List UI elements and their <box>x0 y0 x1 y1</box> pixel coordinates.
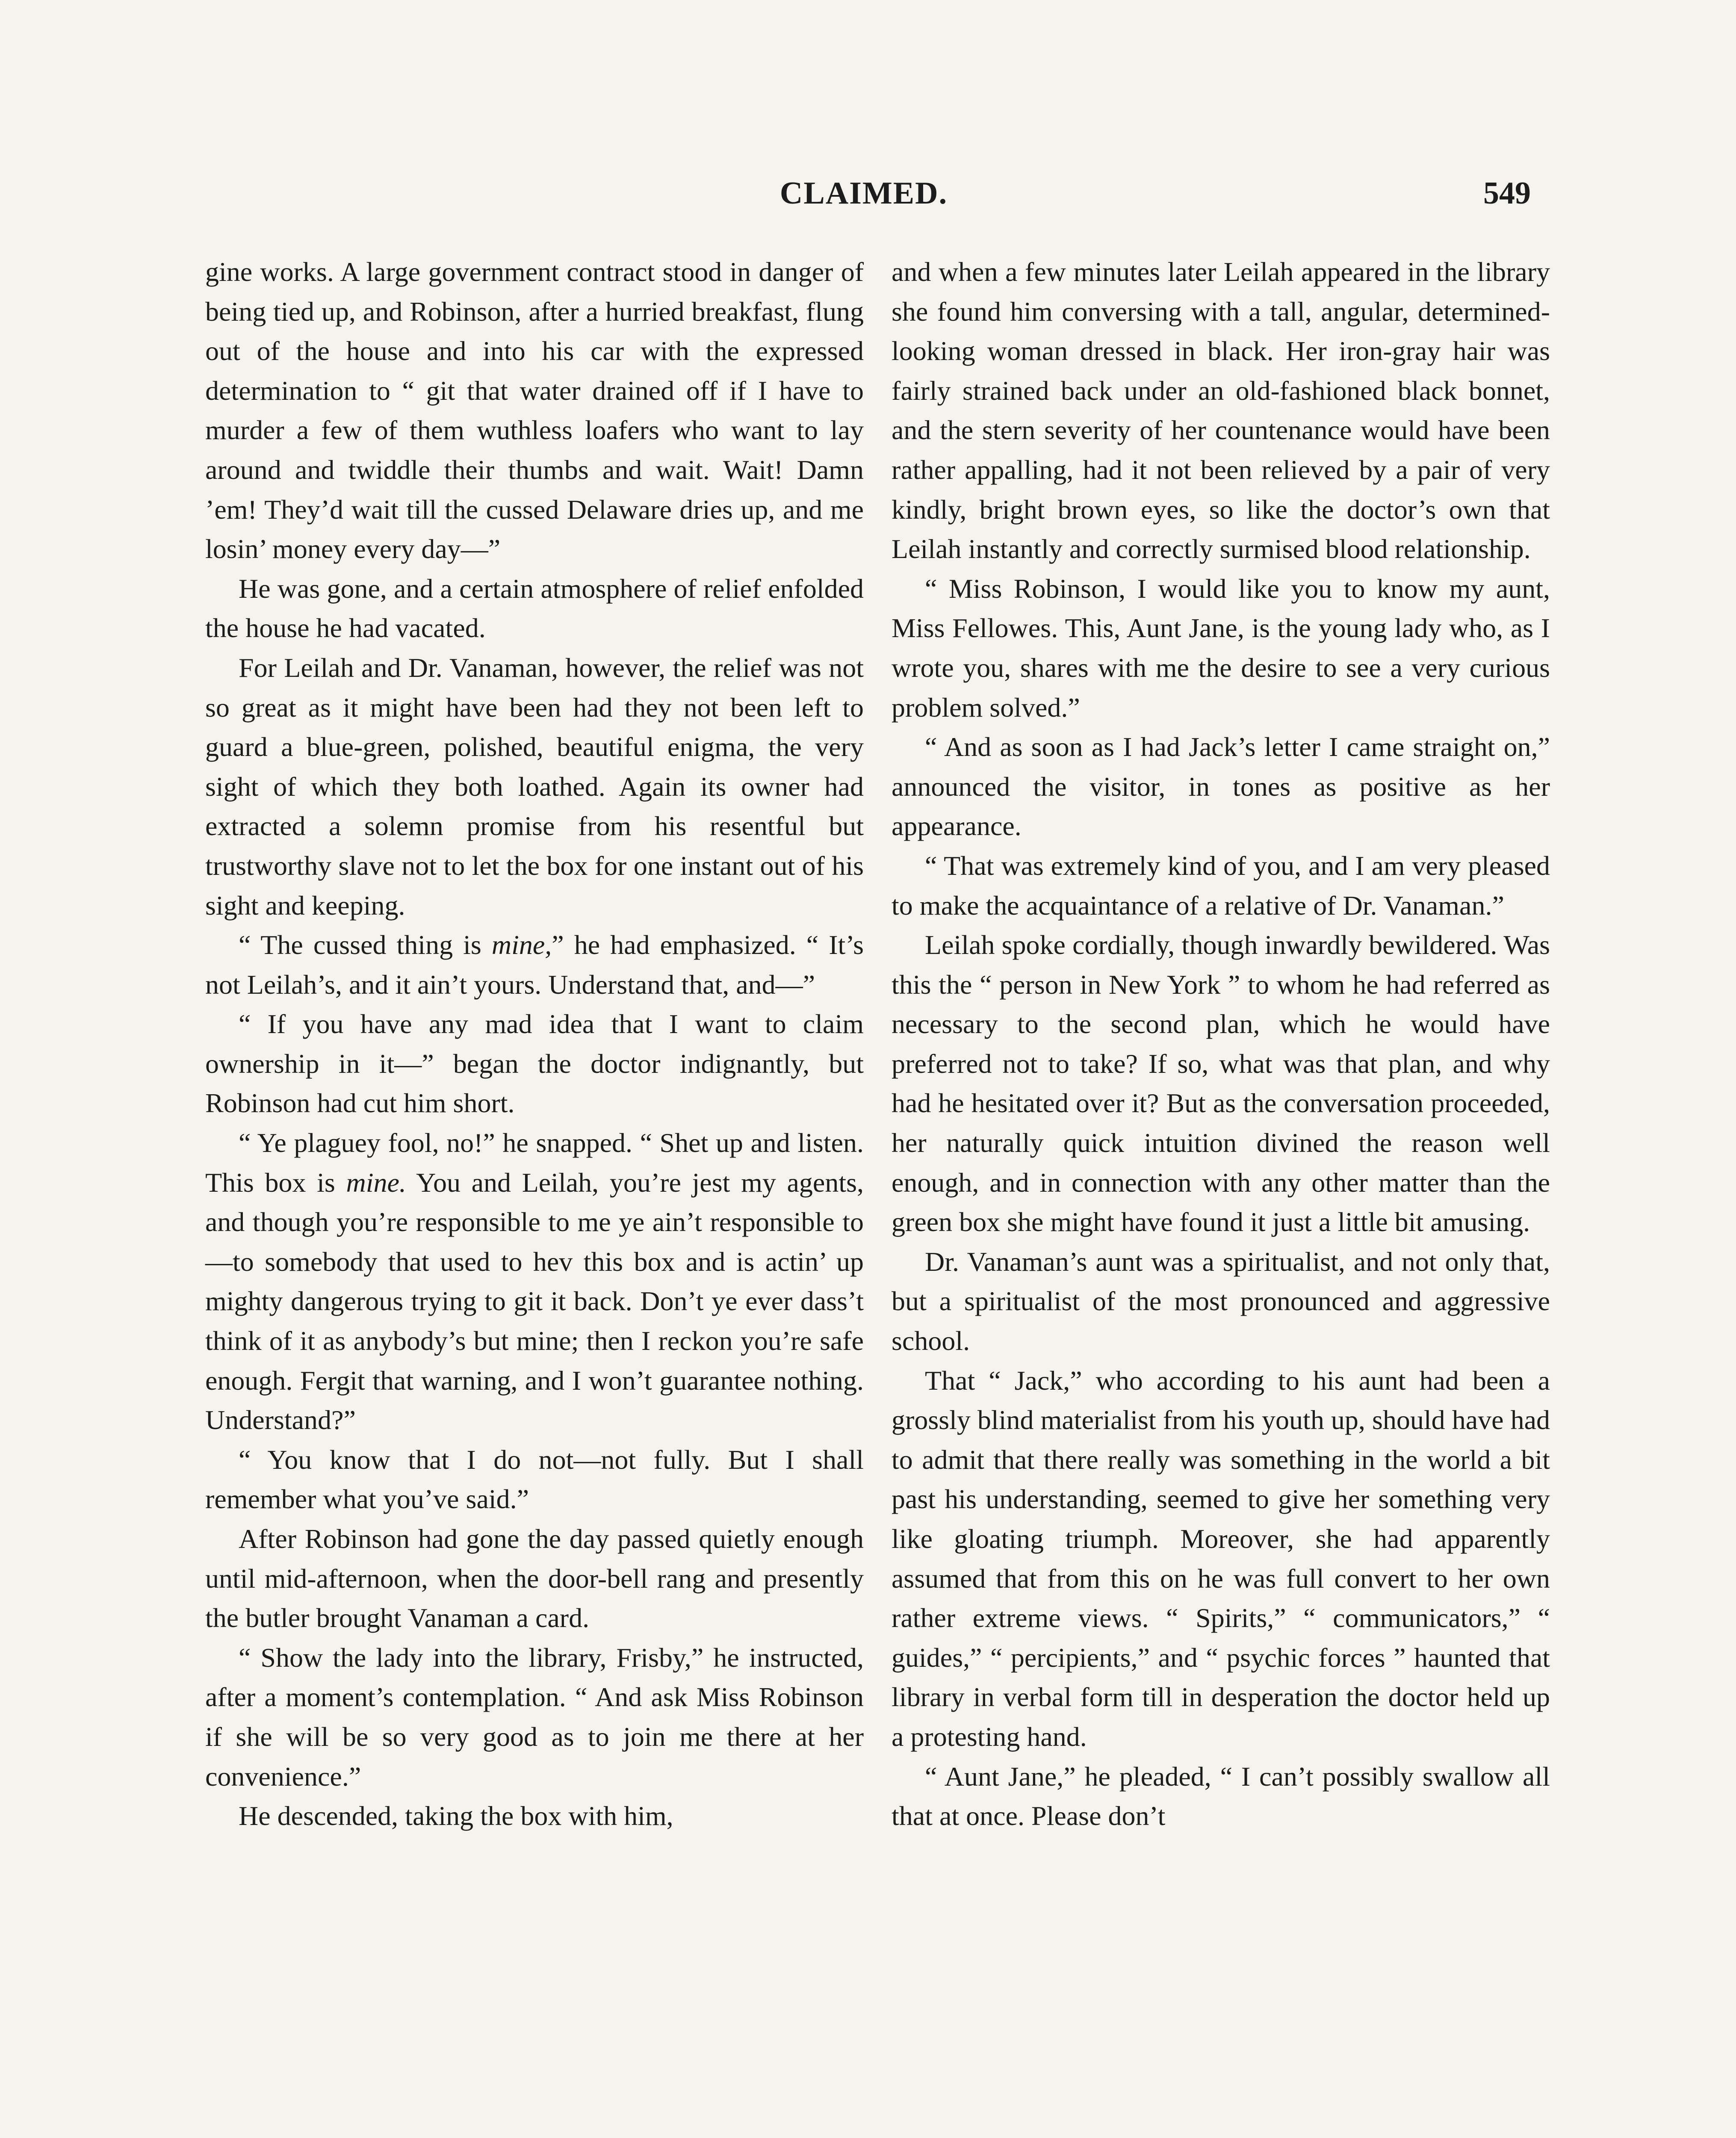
paragraph-text: That “ Jack,” who according to his aunt had been a grossly blind materialist from his youth up, should have had to admit that there really was something in the world a bit past his understanding, seemed to give her something very like gloating triumph. Moreover, she had apparently assumed that from this on he was full convert to her own rather extreme views. “ Spirits,” “ communicators,” “ guides,” “ percipients,” and “ psychic forces ” haunted that library in verbal form till in desperation the doctor held up a protesting hand. <box>892 1365 1550 1752</box>
paragraph <box>205 925 864 1004</box>
paragraph-text: “ And as soon as I had Jack’s letter I came straight on,” announced the visitor, in tones as positive as her appearance. <box>892 732 1550 842</box>
paragraph <box>205 1123 864 1440</box>
paragraph <box>892 1361 1550 1757</box>
paragraph-text: and when a few minutes later Leilah appeared in the library she found him conversing with a tall, angular, determined-looking woman dressed in black. Her iron-gray hair was fairly strained back under an old-fashioned black bonnet, and the stern severity of her countenance would have been rather appalling, had it not been relieved by a pair of very kindly, bright brown eyes, so like the doctor’s own that Leilah instantly and correctly surmised blood relationship. <box>892 257 1550 564</box>
paragraph-text: Leilah spoke cordially, though inwardly bewildered. Was this the “ person in New York ” to whom he had referred as necessary to the second plan, which he would have preferred not to take? If so, what was that plan, and why had he hesitated over it? But as the conversation proceeded, her naturally quick intuition divined the reason well enough, and in connection with any other matter than the green box she might have found it just a little bit amusing. <box>892 930 1550 1237</box>
paragraph <box>205 1519 864 1638</box>
paragraph-text: He descended, taking the box with him, <box>239 1801 673 1831</box>
paragraph-text: After Robinson had gone the day passed quietly enough until mid-afternoon, when the door-bell rang and presently the butler brought Vanaman a card. <box>205 1524 864 1633</box>
paragraph-text: For Leilah and Dr. Vanaman, however, the relief was not so great as it might have been had they not been left to guard a blue-green, polished, beautiful enigma, the very sight of which they both loathed. Again its owner had extracted a solemn promise from his resentful but trustworthy slave not to let the box for one instant out of his sight and keeping. <box>205 652 864 921</box>
paragraph <box>205 1638 864 1796</box>
paragraph <box>205 252 864 569</box>
paragraph-text: “ You know that I do not—not fully. But I shall remember what you’ve said.” <box>205 1444 864 1515</box>
paragraph-text: “ Miss Robinson, I would like you to know my aunt, Miss Fellowes. This, Aunt Jane, is the young lady who, as I wrote you, shares with me the desire to see a very curious problem solved.” <box>892 573 1550 723</box>
paragraph <box>892 846 1550 925</box>
paragraph <box>205 569 864 648</box>
paragraph <box>892 727 1550 846</box>
paragraph-text: “ Show the lady into the library, Frisby,” he instructed, after a moment’s contemplation. “ And ask Miss Robinson if she will be so very good as to join me there at her convenience.” <box>205 1642 864 1792</box>
paragraph-text: “ Ye plaguey fool, no!” he snapped. “ Shet up and listen. This box is <box>205 1128 864 1198</box>
page-number: 549 <box>1483 176 1531 211</box>
emphasized-text: mine, <box>491 930 552 960</box>
paragraph-text: “ Aunt Jane,” he pleaded, “ I can’t possibly swallow all that at once. Please don’t <box>892 1761 1550 1831</box>
paragraph-text: “ That was extremely kind of you, and I am very pleased to make the acquaintance of a relative of Dr. Vanaman.” <box>892 850 1550 921</box>
paragraph <box>892 1757 1550 1836</box>
paragraph <box>892 252 1550 569</box>
paragraph <box>892 569 1550 727</box>
paragraph <box>205 1004 864 1123</box>
paragraph <box>205 1796 864 1836</box>
paragraph-text: He was gone, and a certain atmosphere of relief enfolded the house he had vacated. <box>205 573 864 644</box>
paragraph-text: “ The cussed thing is <box>239 930 492 960</box>
left-text-column <box>205 252 864 1836</box>
paragraph <box>892 925 1550 1242</box>
paragraph <box>205 1440 864 1519</box>
paragraph-text: You and Leilah, you’re jest my agents, and though you’re responsible to me ye ain’t responsible to—to somebody that used to hev this box and is actin’ up mighty dangerous trying to git it back. Don’t ye ever dass’t think of it as anybody’s but mine; then I reckon you’re safe enough. Fergit that warning, and I won’t guarantee nothing. Understand?” <box>205 1167 864 1435</box>
paragraph-text: ” he had emphasized. “ It’s not Leilah’s, and it ain’t yours. Understand that, and—” <box>205 930 864 1000</box>
paragraph-text: “ If you have any mad idea that I want to claim ownership in it—” began the doctor indignantly, but Robinson had cut him short. <box>205 1009 864 1119</box>
paragraph <box>205 648 864 925</box>
chapter-title: CLAIMED. <box>779 176 948 211</box>
running-head <box>197 175 1531 222</box>
emphasized-text: mine. <box>346 1167 406 1198</box>
paragraph <box>892 1242 1550 1361</box>
paragraph-text: Dr. Vanaman’s aunt was a spiritualist, and not only that, but a spiritualist of the most pronounced and aggressive school. <box>892 1246 1550 1356</box>
right-text-column <box>892 252 1550 1836</box>
paragraph-text: gine works. A large government contract stood in danger of being tied up, and Robinson, after a hurried breakfast, flung out of the house and into his car with the expressed determination to “ git that water drained off if I have to murder a few of them wuthless loafers who want to lay around and twiddle their thumbs and wait. Wait! Damn ’em! They’d wait till the cussed Delaware dries up, and me losin’ money every day—” <box>205 257 864 564</box>
